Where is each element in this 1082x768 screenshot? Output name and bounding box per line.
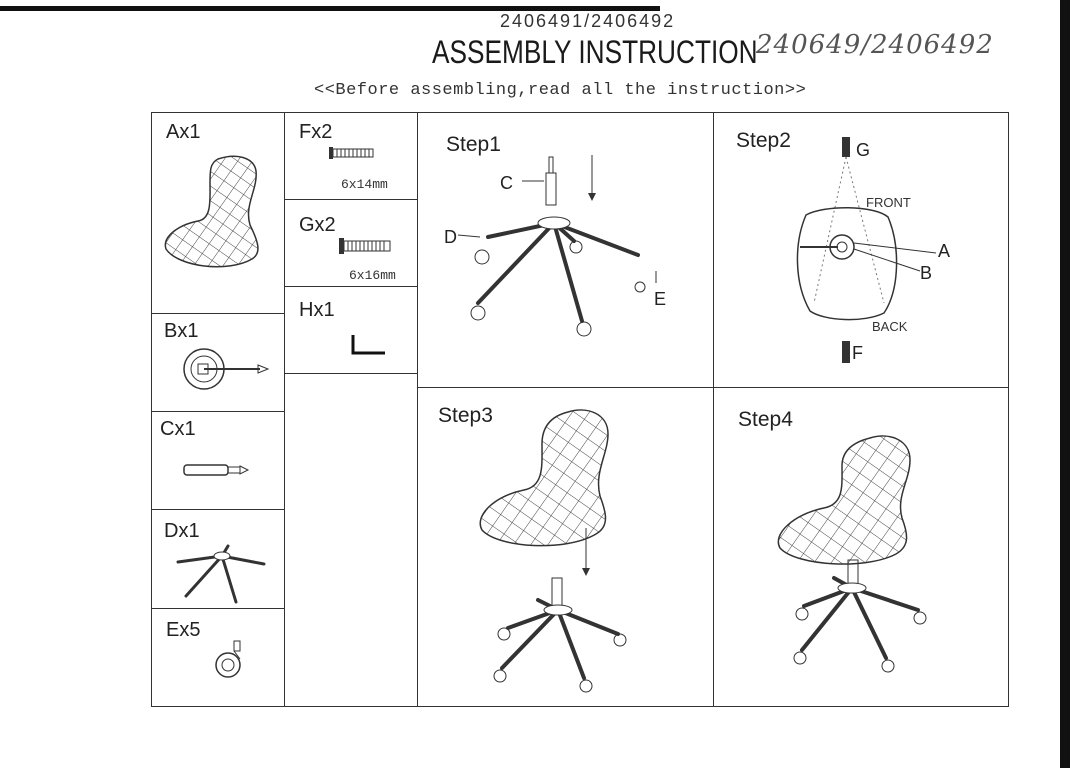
seat-shell-icon xyxy=(158,149,282,279)
part-h-cell xyxy=(284,286,418,374)
part-f-cell xyxy=(284,112,418,200)
part-h-label: Hx1 xyxy=(299,299,335,321)
part-f-size: 6x14mm xyxy=(341,177,388,192)
part-f-label: Fx2 xyxy=(299,121,333,143)
part-c-label: Cx1 xyxy=(160,418,196,440)
part-a-cell xyxy=(151,112,285,314)
step4-finished-chair-diagram xyxy=(714,388,1010,708)
parts-empty-cell xyxy=(284,373,418,707)
step1-cell xyxy=(417,112,714,388)
step3-assembly-diagram xyxy=(418,388,715,708)
step2-back-label: BACK xyxy=(872,319,908,334)
gas-lift-icon xyxy=(182,460,252,480)
page-title: ASSEMBLY INSTRUCTION xyxy=(432,34,758,70)
part-e-cell xyxy=(151,608,285,707)
part-c-cell xyxy=(151,411,285,510)
step3-cell xyxy=(417,387,714,707)
page-subtitle: <<Before assembling,read all the instruction>> xyxy=(314,81,807,100)
part-d-label: Dx1 xyxy=(164,520,200,542)
mechanism-plate-icon xyxy=(180,344,270,394)
step2-callout-b: B xyxy=(920,263,933,283)
step1-label: Step1 xyxy=(446,133,501,156)
part-b-label: Bx1 xyxy=(164,320,199,342)
step1-callout-e: E xyxy=(654,289,667,309)
step2-seat-bottom-diagram xyxy=(714,113,1010,389)
allen-key-icon xyxy=(349,333,389,359)
step2-callout-f: F xyxy=(852,343,863,363)
part-g-cell xyxy=(284,199,418,287)
part-b-cell xyxy=(151,313,285,412)
step4-label: Step4 xyxy=(738,408,793,431)
handwritten-model-numbers: 240649/2406492 xyxy=(756,30,994,60)
part-d-cell xyxy=(151,509,285,609)
model-code-top: 2406491/2406492 xyxy=(500,11,676,31)
bolt-long-icon xyxy=(339,238,391,254)
bolt-short-icon xyxy=(329,146,375,160)
step2-label: Step2 xyxy=(736,129,791,152)
right-edge-bar xyxy=(1060,0,1070,768)
part-a-label: Ax1 xyxy=(166,121,201,143)
step1-callout-c: C xyxy=(500,173,513,193)
step2-callout-g: G xyxy=(856,140,871,160)
star-base-icon xyxy=(166,540,276,606)
step2-cell xyxy=(713,112,1009,388)
step2-callout-a: A xyxy=(938,241,951,261)
caster-wheel-icon xyxy=(210,639,250,679)
step4-cell xyxy=(713,387,1009,707)
part-e-label: Ex5 xyxy=(166,619,201,641)
step2-front-label: FRONT xyxy=(866,195,911,210)
part-g-label: Gx2 xyxy=(299,214,336,236)
step1-base-diagram xyxy=(418,113,715,389)
step1-callout-d: D xyxy=(444,227,457,247)
part-g-size: 6x16mm xyxy=(349,268,396,283)
step3-label: Step3 xyxy=(438,404,493,427)
